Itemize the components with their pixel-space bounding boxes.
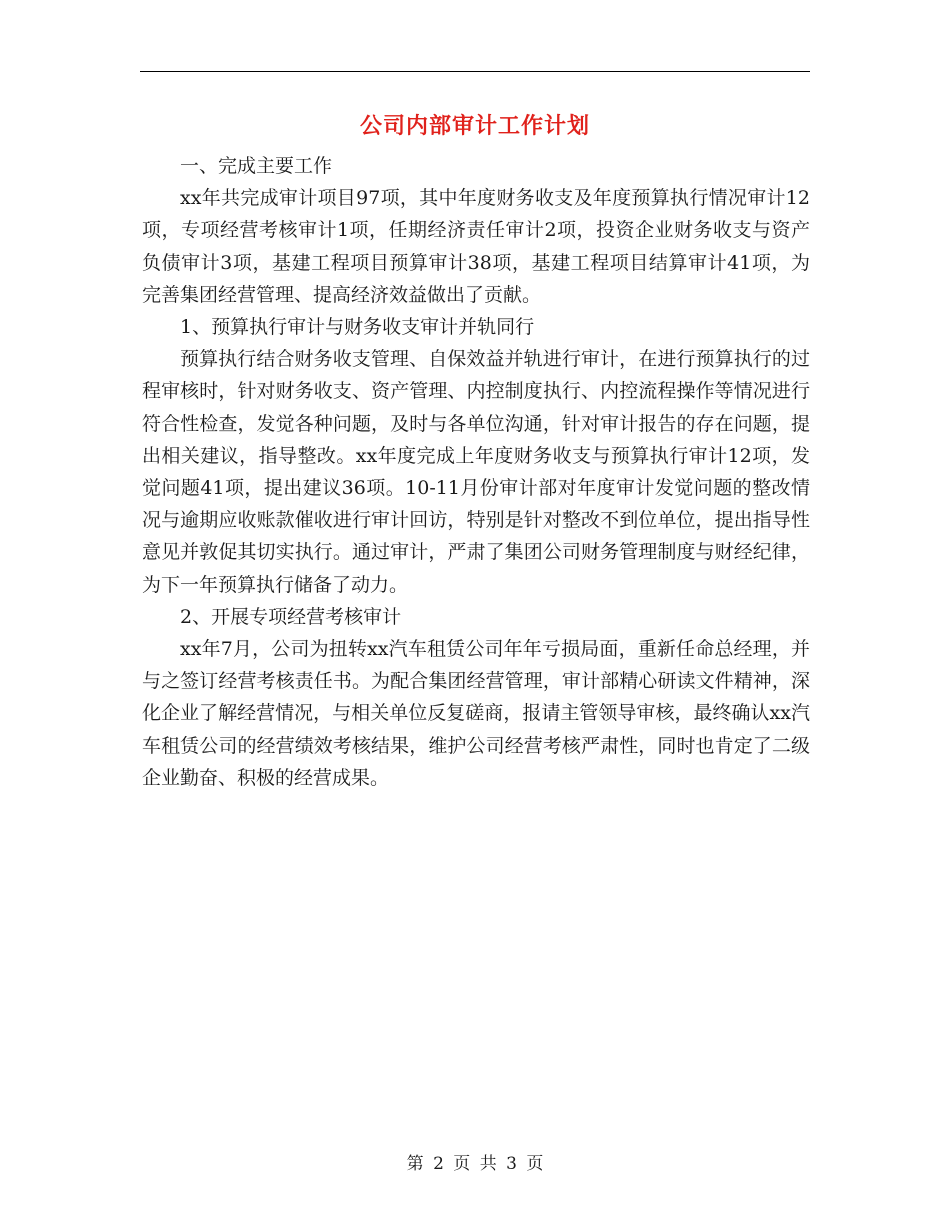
page-number-footer: 第 2 页 共 3 页 bbox=[406, 1154, 544, 1174]
page-title: 公司内部审计工作计划 bbox=[359, 113, 590, 139]
header-rule bbox=[140, 71, 810, 72]
section-heading-main-work: 一、完成主要工作 bbox=[180, 155, 333, 177]
document-body bbox=[142, 150, 810, 794]
subsection-heading-budget-audit: 1、预算执行审计与财务收支审计并轨同行 bbox=[180, 316, 535, 339]
subsection-heading-special-audit: 2、开展专项经营考核审计 bbox=[180, 605, 402, 628]
paragraph-special-audit: xx年7月，公司为扭转xx汽车租赁公司年年亏损局面，重新任命总经理，并与之签订经营考核责任书。为配合集团经营管理，审计部精心研读文件精神，深化企业了解经营情况，与相关单位反复磋商，报请主管领导审核，最终确认xx汽车租赁公司的经营绩效考核结果，维护公司经营考核严肃性，同时也肯定了二级企业勤奋、积极的经营成果。 bbox=[142, 638, 810, 789]
paragraph-budget-audit: 预算执行结合财务收支管理、自保效益并轨进行审计，在进行预算执行的过程审核时，针对财务收支、资产管理、内控制度执行、内控流程操作等情况进行符合性检查，发觉各种问题，及时与各单位沟通，针对审计报告的存在问题，提出相关建议，指导整改。xx年度完成上年度财务收支与预算执行审计12项，发觉问题41项，提出建议36项。10-11月份审计部对年度审计发觉问题的整改情况与逾期应收账款催收进行审计回访，特别是针对整改不到位单位，提出指导性意见并敦促其切实执行。通过审计，严肃了集团公司财务管理制度与财经纪律，为下一年预算执行储备了动力。 bbox=[142, 348, 810, 596]
paragraph-summary: xx年共完成审计项目97项，其中年度财务收支及年度预算执行情况审计12项，专项经营考核审计1项，任期经济责任审计2项，投资企业财务收支与资产负债审计3项，基建工程项目预算审计38项，基建工程项目结算审计41项，为完善集团经营管理、提高经济效益做出了贡献。 bbox=[142, 187, 810, 306]
